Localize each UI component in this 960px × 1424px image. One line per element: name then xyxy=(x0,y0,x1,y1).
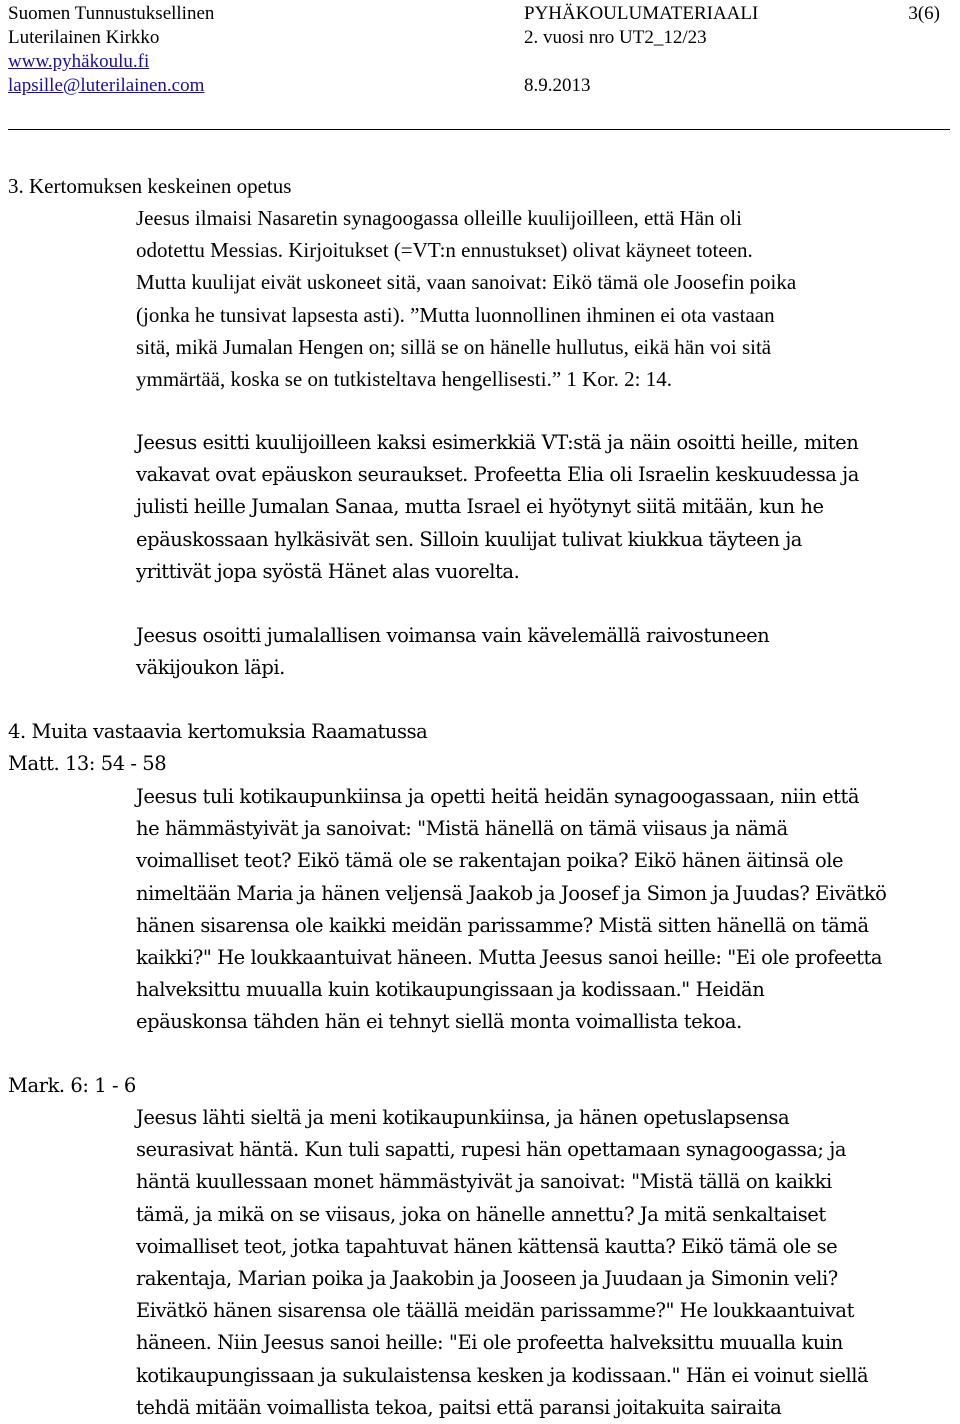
text-line: tehdä mitään voimallista tekoa, paitsi että paransi joitakuita sairaita xyxy=(136,1395,782,1419)
page-number: 3(6) xyxy=(908,3,940,24)
text-line: voimalliset teot, jotka tapahtuvat hänen kättensä kautta? Eikö tämä ole se xyxy=(136,1234,838,1258)
text-line: epäuskossaan hylkäsivät sen. Silloin kuulijat tulivat kiukkua täyteen ja xyxy=(136,527,802,551)
text-line: seurasivat häntä. Kun tuli sapatti, rupesi hän opettamaan synagoogassa; ja xyxy=(136,1138,847,1162)
section4-heading: 4. Muita vastaavia kertomuksia Raamatussa xyxy=(8,720,428,743)
text-line: kaikki?" He loukkaantuivat häneen. Mutta Jeesus sanoi heille: "Ei ole profeetta xyxy=(136,945,883,969)
text-line: Jeesus osoitti jumalallisen voimansa vain kävelemällä raivostuneen xyxy=(136,624,770,647)
text-line: hänen sisarensa ole kaikki meidän parissamme? Mistä sitten hänellä on tämä xyxy=(136,913,869,937)
text-line: nimeltään Maria ja hänen veljensä Jaakob ja Joosef ja Simon ja Juudas? Eivätkö xyxy=(136,881,887,905)
text-line: (jonka he tunsivat lapsesta asti). ”Mutta luonnollinen ihminen ei ota vastaan xyxy=(136,302,775,327)
text-line: vakavat ovat epäuskon seuraukset. Profeetta Elia oli Israelin keskuudessa ja xyxy=(136,463,859,487)
text-line: odotettu Messias. Kirjoitukset (=VT:n ennustukset) olivat käyneet toteen. xyxy=(136,238,753,263)
email-link[interactable]: lapsille@luterilainen.com xyxy=(8,75,205,96)
mark-reference: Mark. 6: 1 - 6 xyxy=(8,1074,136,1097)
website-link[interactable]: www.pyhäkoulu.fi xyxy=(8,51,150,72)
header-left-block xyxy=(8,2,214,98)
text-line: sitä, mikä Jumalan Hengen on; sillä se on hänelle hullutus, eikä hän voi sitä xyxy=(136,334,772,359)
page-header xyxy=(0,0,960,110)
text-line: kotikaupungissaan ja sukulaistensa kesken ja kodissaan." Hän ei voinut siellä xyxy=(136,1363,869,1387)
matthew-reference: Matt. 13: 54 - 58 xyxy=(8,752,167,775)
header-spacer xyxy=(524,50,758,74)
section3-heading: 3. Kertomuksen keskeinen opetus xyxy=(8,174,292,198)
mark-passage xyxy=(136,1102,868,1424)
text-line: tämä, ja mikä on se viisaus, joka on hänelle annettu? Ja mitä senkaltaiset xyxy=(136,1202,826,1226)
section3-paragraph-1 xyxy=(136,202,796,395)
text-line: Jeesus esitti kuulijoilleen kaksi esimerkkiä VT:stä ja näin osoitti heille, miten xyxy=(136,431,859,454)
section3-paragraph-2 xyxy=(136,427,859,588)
text-line: häntä kuullessaan monet hämmästyivät ja sanoivat: "Mistä tällä on kaikki xyxy=(136,1170,832,1194)
text-line: Mutta kuulijat eivät uskoneet sitä, vaan sanoivat: Eikö tämä ole Joosefin poika xyxy=(136,270,797,295)
text-line: epäuskonsa tähden hän ei tehnyt siellä monta voimallista tekoa. xyxy=(136,1010,742,1034)
text-line: Jeesus lähti sieltä ja meni kotikaupunkiinsa, ja hänen opetuslapsensa xyxy=(136,1106,790,1129)
text-line: väkijoukon läpi. xyxy=(136,656,285,680)
header-divider xyxy=(8,129,950,130)
text-line: häneen. Niin Jeesus sanoi heille: "Ei ole profeetta halveksittu muualla kuin xyxy=(136,1331,843,1355)
text-line: voimalliset teot? Eikö tämä ole se rakentajan poika? Eikö hänen äitinsä ole xyxy=(136,849,844,873)
text-line: Jeesus ilmaisi Nasaretin synagoogassa olleille kuulijoilleen, että Hän oli xyxy=(136,206,742,230)
text-line: rakentaja, Marian poika ja Jaakobin ja Jooseen ja Juudaan ja Simonin veli? xyxy=(136,1266,838,1290)
text-line: Jeesus tuli kotikaupunkiinsa ja opetti heitä heidän synagoogassaan, niin että xyxy=(136,785,860,808)
org-name-line1: Suomen Tunnustuksellinen xyxy=(8,3,215,24)
material-title: PYHÄKOULUMATERIAALI xyxy=(524,3,759,24)
org-name-line2: Luterilainen Kirkko xyxy=(8,27,160,48)
text-line: halveksittu muualla kuin kotikaupungissaan ja kodissaan." Heidän xyxy=(136,978,765,1002)
section3-paragraph-3 xyxy=(136,620,769,684)
document-date: 8.9.2013 xyxy=(524,75,591,96)
matthew-passage xyxy=(136,781,886,1039)
text-line: yrittivät jopa syöstä Hänet alas vuorelta. xyxy=(136,559,520,583)
text-line: he hämmästyivät ja sanoivat: "Mistä hänellä on tämä viisaus ja nämä xyxy=(136,817,788,841)
text-line: ymmärtää, koska se on tutkisteltava hengellisesti.” 1 Kor. 2: 14. xyxy=(136,366,672,391)
text-line: Eivätkö hänen sisarensa ole täällä meidän parissamme?" He loukkaantuivat xyxy=(136,1299,854,1323)
text-line: julisti heille Jumalan Sanaa, mutta Israel ei hyötynyt siitä mitään, kun he xyxy=(136,495,824,519)
header-right-block xyxy=(524,2,758,98)
issue-number: 2. vuosi nro UT2_12/23 xyxy=(524,27,707,48)
